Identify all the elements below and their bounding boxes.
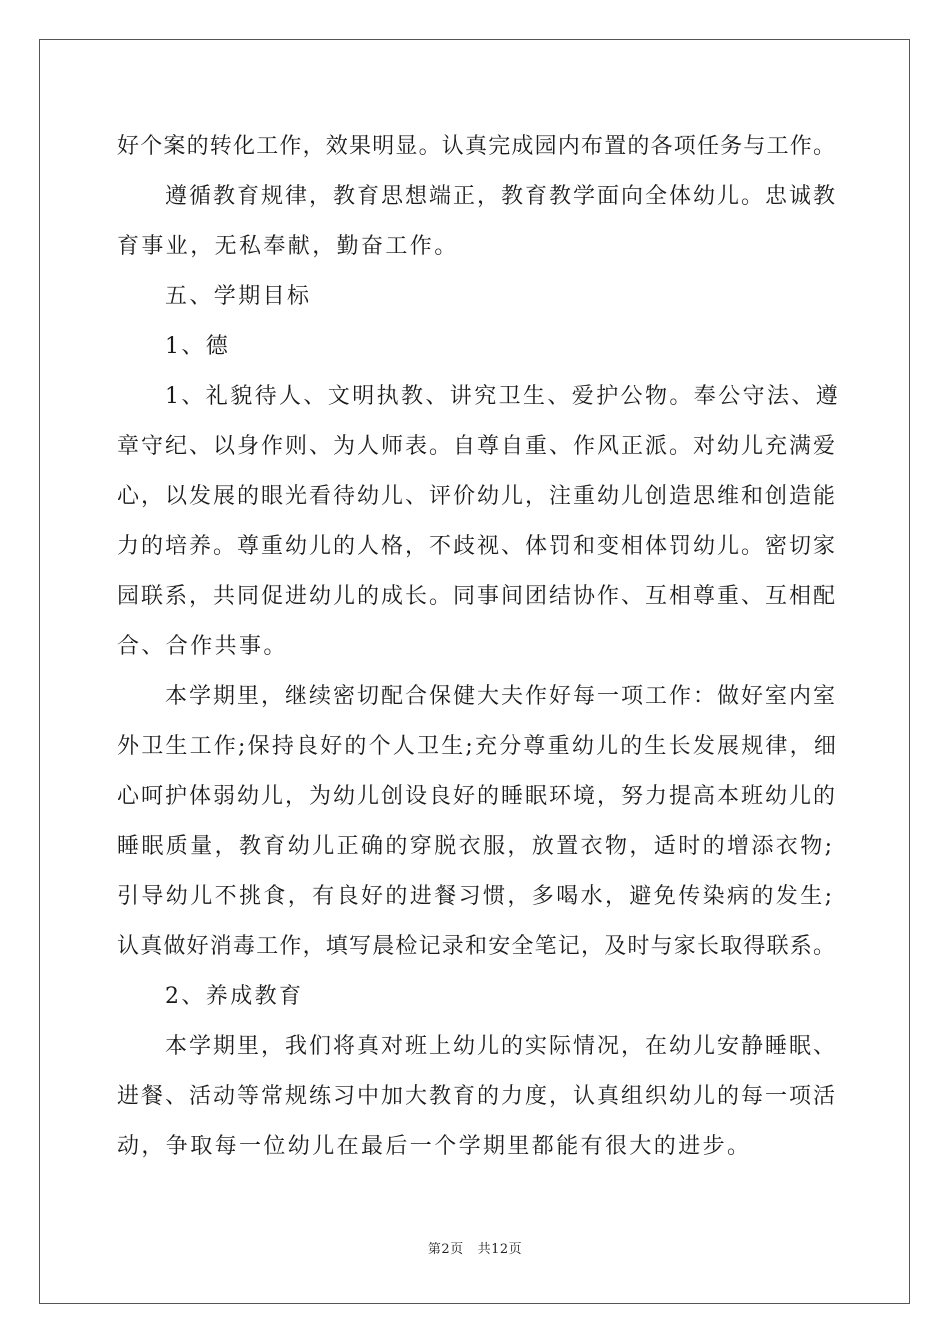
paragraph-line: 章守纪、以身作则、为人师表。自尊自重、作风正派。对幼儿充满爱 [117, 434, 838, 459]
page-footer [0, 1241, 950, 1259]
paragraph-line: 1、礼貌待人、文明执教、讲究卫生、爱护公物。奉公守法、遵 [165, 384, 841, 409]
subsection-heading: 2、养成教育 [165, 984, 304, 1009]
paragraph-line: 引导幼儿不挑食，有良好的进餐习惯，多喝水，避免传染病的发生; [117, 884, 835, 909]
paragraph-line: 睡眠质量，教育幼儿正确的穿脱衣服，放置衣物，适时的增添衣物; [117, 834, 835, 859]
section-heading: 五、学期目标 [165, 284, 312, 309]
paragraph-line: 认真做好消毒工作，填写晨检记录和安全笔记，及时与家长取得联系。 [117, 934, 837, 959]
paragraph-line: 本学期里，继续密切配合保健大夫作好每一项工作：做好室内室 [165, 684, 838, 709]
paragraph-line: 力的培养。尊重幼儿的人格，不歧视、体罚和变相体罚幼儿。密切家 [117, 534, 838, 559]
page-border [39, 39, 910, 1304]
subsection-heading: 1、德 [165, 334, 231, 359]
page-total: 共12页 [477, 1242, 523, 1257]
page-number: 第2页 [427, 1242, 464, 1257]
paragraph-line: 进餐、活动等常规练习中加大教育的力度，认真组织幼儿的每一项活 [117, 1084, 838, 1109]
paragraph-line: 合、合作共事。 [117, 634, 288, 659]
paragraph-line: 育事业，无私奉献，勤奋工作。 [117, 234, 459, 259]
paragraph-line: 本学期里，我们将真对班上幼儿的实际情况，在幼儿安静睡眠、 [165, 1034, 838, 1059]
paragraph-line: 外卫生工作;保持良好的个人卫生;充分尊重幼儿的生长发展规律，细 [117, 734, 839, 759]
paragraph-line: 心，以发展的眼光看待幼儿、评价幼儿，注重幼儿创造思维和创造能 [117, 484, 838, 509]
paragraph-line: 动，争取每一位幼儿在最后一个学期里都能有很大的进步。 [117, 1134, 752, 1159]
paragraph-line: 心呵护体弱幼儿，为幼儿创设良好的睡眠环境，努力提高本班幼儿的 [117, 784, 838, 809]
paragraph-line: 好个案的转化工作，效果明显。认真完成园内布置的各项任务与工作。 [117, 134, 837, 159]
paragraph-line: 园联系，共同促进幼儿的成长。同事间团结协作、互相尊重、互相配 [117, 584, 838, 609]
paragraph-line: 遵循教育规律，教育思想端正，教育教学面向全体幼儿。忠诚教 [165, 184, 838, 209]
